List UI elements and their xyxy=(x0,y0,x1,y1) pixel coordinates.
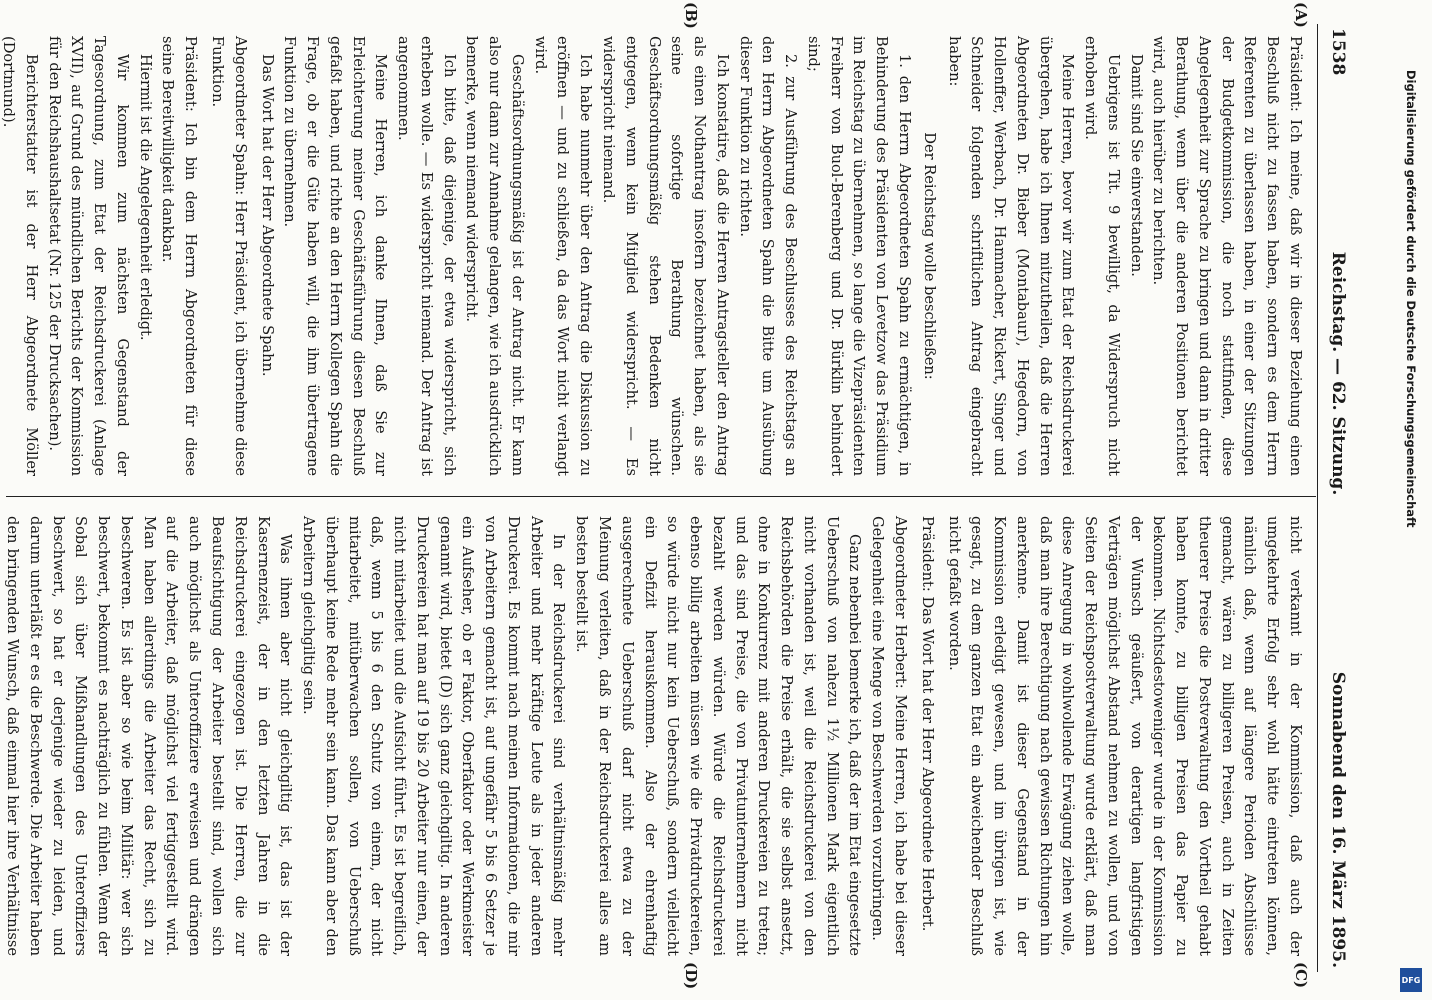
paragraph: Meine Herren, ich danke Ihnen, daß Sie zur Erleichterung meiner Geschäftsführung diesen Beschluß gefaßt haben, und richte an den Herrn Kollegen Spahn die Frage, ob er die Güte haben will, die ihm übertragene Funktion zu übernehmen. xyxy=(281,36,390,476)
margin-marker-a: (A) xyxy=(1292,2,1310,28)
paragraph: Was ihnen aber nicht gleichgiltig ist, das ist der Kasernenzeist, der in den letzten Jahren in die Reichsdruckerei eingezogen ist. Die Herren, die zur Beaufsichtigung der Arbeiter bestellt sind, wollen sich auch möglichst als Unteroffiziere erweisen und drängen auf die Arbeiter, daß möglichst viel fertiggestellt wird. Man haben allerdings die Arbeiter das Recht, sich zu beschweren. Es ist aber so wie beim Militär: wer sich beschwert, bekommt es nachträglich zu fühlen. Wenn der Sobal sich über Mißhandlungen des Unteroffiziers beschwert, so hat er derjenige wieder zu leiden, und darum unterläßt er es die Beschwerde. Die Arbeiter haben den bringenden Wunsch, daß einmal hier ihre Verhältnisse xyxy=(4,516,295,956)
page-number: 1538 xyxy=(1328,28,1348,76)
paragraph: Uebrigens ist Tit. 9 bewilligt, da Widerspruch nicht erhoben wird. xyxy=(1082,36,1122,476)
margin-marker-c: (C) xyxy=(1292,962,1310,989)
paragraph: Berichterstatter ist der Herr Abgeordnete Möller (Dortmund). xyxy=(0,36,40,476)
left-column xyxy=(0,36,1310,476)
paragraph: Der Reichstag wolle beschließen: xyxy=(920,132,938,380)
paragraph: Geschäftsordnungsmäßig ist der Antrag nicht. Er kann also nur dann zur Annahme gelangen, wie ich ausdrücklich bemerke, wenn niemand widerspricht. xyxy=(463,36,526,476)
paragraph: Wir kommen zum nächsten Gegenstand der Tagesordnung, zum Etat der Reichsdruckerei (Anlage XVII), auf Grund des mündlichen Berichts der Kommission für den Reichshaushaltsetat (Nr. 125 der Drucksachen). xyxy=(45,36,131,476)
digitization-footer xyxy=(1396,70,1426,990)
header-title: Reichstag. — 62. Sitzung. xyxy=(1328,251,1348,496)
column-divider xyxy=(6,496,1316,497)
header-date: Sonnabend den 16. März 1895. xyxy=(1328,671,1348,968)
paragraph: Abgeordneter Herbert: Meine Herren, ich habe bei dieser Gelegenheit eine Menge von Beschwerden vorzubringen. xyxy=(869,516,909,956)
right-column xyxy=(4,516,1310,956)
paragraph: 2. zur Ausführung des Beschlusses des Reichstags an den Herrn Abgeordneten Spahn die Bitte um Ausübung dieser Funktion zu richten. xyxy=(736,36,800,476)
paragraph: Präsident: Das Wort hat der Herr Abgeordnete Herbert. xyxy=(918,516,936,932)
footer-text: Digitalisierung gefördert durch die Deutsche Forschungsgemeinschaft xyxy=(1404,70,1418,528)
paragraph: Damit sind Sie einverstanden. xyxy=(1127,54,1145,277)
paragraph: Ich konstatire, daß die Herren Antragsteller den Antrag als einen Nothantrag insofern bezeichnet haben, als sie seine sofortige Berathung wünschen. Geschäftsordnungsmäßig stehen Bedenken nicht entgegen, wenn kein Mitglied widerspricht. — Es widerspricht niemand. xyxy=(600,36,731,476)
margin-marker-d: (D) xyxy=(682,962,700,990)
dfg-logo: DFG xyxy=(1400,968,1422,992)
paragraph: Ganz nebenbei bemerke ich, daß der im Etat eingesetzte Ueberschuß von nahezu 1½ Millionen Mark eigentlich nicht vorhanden ist, weil die Reichsdruckerei von den Reichsbehörden die Preise erhält, die sie selbst ansetzt, ohne in Konkurrenz mit anderen Druckereien zu treten; und das sind Preise, die von Privatunternehmern nicht bezahlt werden würden. Würde die Reichsdruckerei ebenso billig arbeiten müssen wie die Privatdruckereien, so würde nicht nur kein Ueberschuß, sondern vielleicht ein Defizit herauskommen. Also der ehrenhaftig ausgerechnete Ueberschuß darf nicht etwa zu der Meinung verleiten, daß in der Reichsdruckerei alles am besten bestellt ist. xyxy=(573,516,864,956)
paragraph: Präsident: Ich meine, daß wir in dieser Beziehung einen Beschluß nicht zu fassen haben, sondern es dem Herrn Referenten zu überlassen haben, in einer der Sitzungen der Budgetkommission, die noch stattfinden, diese Angelegenheit zur Sprache zu bringen und dann in dritter Berathung, wenn über die anderen Positionen berichtet wird, auch hierüber zu berichten. xyxy=(1150,36,1304,476)
paragraph: In der Reichsdruckerei sind verhältnismäßig mehr Arbeiter und mehr kräftige Leute als in jeder anderen Druckerei. Es kommt nach meinen Informationen, die mir von Arbeitern gemacht ist, auf ungefähr 5 bis 6 Setzer je ein Aufseher, ob er Faktor, Oberfaktor oder Werkmeister genannt wird, bietet (D) sich ganz gleichgiltig. In anderen Druckereien hat man auf 19 bis 20 Arbeiter nur einen, der nicht mitarbeitet und die Aufsicht führt. Es ist begreiflich, daß, wenn 5 bis 6 den Schutz von einem, der nicht mitarbeitet, mitüberwachen sollen, von Ueberschuß überhaupt keine Rede mehr sein kann. Das kann aber den Arbeitern gleichgiltig sein. xyxy=(300,516,568,956)
paragraph: Abgeordneter Spahn: Herr Präsident, ich übernehme diese Funktion. xyxy=(209,36,249,476)
page-header xyxy=(1320,28,1356,968)
paragraph: Ich habe nunmehr über den Antrag die Diskussion zu eröffnen — und zu schließen, da das Wort nicht verlangt wird. xyxy=(531,36,595,476)
paragraph: 1. den Herrn Abgeordneten Spahn zu ermächtigen, in Behinderung des Präsidenten von Levetzow das Präsidium im Reichstag zu übernehmen, so lange die Vizepräsidenten Freiherr von Buol-Berenberg und Dr. Bürklin behindert sind; xyxy=(804,36,913,476)
paragraph: Das Wort hat der Herr Abgeordnete Spahn. xyxy=(258,54,276,377)
margin-marker-b: (B) xyxy=(682,2,700,29)
paragraph: Hiermit ist die Angelegenheit erledigt. xyxy=(136,54,154,341)
paragraph: nicht verkannt in der Kommission, daß auch der umgekehrte Erfolg sehr wohl hätte eintreten können, nämlich daß, wenn auf längere Perioden Abschlüsse gemacht, wären zu billigeren Preisen, auch in Zeiten theuerer Preise die Postverwaltung den Vortheil gehabt haben konnte, zu billigen Preisen das Papier zu bekommen. Nichtsdestoweniger wurde in der Kommission der Wunsch geäußert, von derartigen langfristigen Verträgen möglichst Abstand nehmen zu wollen, und von Seiten der Reichspostverwaltung wurde erklärt, daß man diese Anregung in wohlwollende Erwägung ziehen wolle, daß man ihre Berechtigung nach gewissen Richtungen hin anerkenne. Damit ist dieser Gegenstand in der Kommission erledigt gewesen, und im übrigen ist, wie gesagt, zu dem ganzen Etat ein abweichender Beschluß nicht gefaßt worden. xyxy=(945,516,1304,956)
paragraph: Ich bitte, daß diejenige, der etwa widerspricht, sich erheben wolle. — Es widerspricht niemand. Der Antrag ist angenommen. xyxy=(395,36,458,476)
paragraph: Meine Herren, bevor wir zum Etat der Reichsdruckerei übergehen, habe ich Ihnen mitzutheilen, daß die Herren Abgeordneten Dr. Bieber (Montabaur), Hegedorn, von Hollenffer, Werbach, Dr. Hammacher, Rickert, Singer und Schneider folgenden schriftlichen Antrag eingebracht haben: xyxy=(945,36,1077,476)
header-rule xyxy=(1317,24,1318,972)
paragraph: Präsident: Ich bin dem Herrn Abgeordneten für diese seine Bereitwilligkeit dankbar. xyxy=(159,36,200,476)
